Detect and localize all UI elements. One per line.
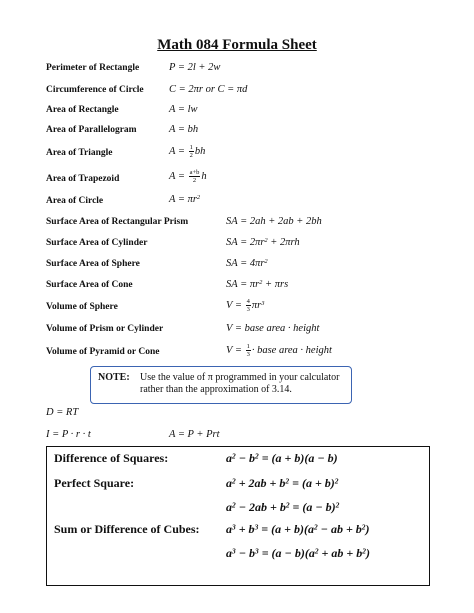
perfect-square-label: Perfect Square: xyxy=(54,476,135,490)
formula-label: Area of Trapezoid xyxy=(46,174,120,184)
formula-perimeter: P = 2l + 2w xyxy=(169,62,221,73)
formula-sa-sphere: SA = $4\pi r^2$ xyxy=(226,258,268,269)
formula-distance: D = RT xyxy=(46,407,79,418)
formula-label: Surface Area of Sphere xyxy=(46,259,140,269)
formula-label: Area of Circle xyxy=(46,196,104,206)
formula-area-parallelogram: A = bh xyxy=(169,124,199,135)
formula-label: Area of Triangle xyxy=(46,148,113,158)
formula-amount: A = P + Prt xyxy=(169,429,220,440)
sum-of-cubes-formula: $a^3 + b^3 = (a + b)(a^2$ − ab + $b^2$) xyxy=(226,522,370,536)
note-text: Use the value of π programmed in your calculator rather than the approximation of 3.14. xyxy=(140,372,340,395)
formula-sa-cylinder: SA = $2\pi r^2 + 2\pi rh$ xyxy=(226,237,300,248)
formula-circumference: C = 2πr or C = πd xyxy=(169,84,248,95)
formula-volume-pyramid: V = $\frac{1}{3}$ · base area · height xyxy=(226,343,332,358)
perfect-square-minus-formula: $a^2 - 2ab + b^2 = (a - b)^2$ xyxy=(226,500,340,514)
perfect-square-plus-formula: $a^2 + 2ab + b^2 = (a + b)^2$ xyxy=(226,476,339,490)
formula-label: Surface Area of Cone xyxy=(46,280,133,290)
formula-area-rectangle: A = lw xyxy=(169,104,198,115)
formula-label: Circumference of Circle xyxy=(46,85,144,95)
formula-sa-cone: SA = $\pi r^2 + \pi rs$ xyxy=(226,279,289,290)
difference-of-squares-label: Difference of Squares: xyxy=(54,451,169,465)
formula-label: Volume of Prism or Cylinder xyxy=(46,324,164,334)
formula-volume-sphere: V = $\frac{4}{3}$ $\pi r^3$ xyxy=(226,298,265,313)
formula-area-trapezoid: A = $\frac{a+b}{2}$ h xyxy=(169,169,207,184)
formula-sa-prism: SA = 2ah + 2ab + 2bh xyxy=(226,216,322,227)
formula-volume-prism: V = base area · height xyxy=(226,323,320,334)
note-label: NOTE: xyxy=(98,372,130,383)
formula-label: Volume of Pyramid or Cone xyxy=(46,347,160,357)
difference-of-squares-formula: $a^2 - b^2 = (a + b)(a - b)$ xyxy=(226,451,338,465)
difference-of-cubes-formula: $a^3 - b^3 = (a - b)(a^2$ + ab + $b^2$) xyxy=(226,546,370,560)
formula-area-circle: $A = \pi r^2$ xyxy=(169,194,201,205)
formula-label: Area of Parallelogram xyxy=(46,125,137,135)
formula-label: Volume of Sphere xyxy=(46,302,118,312)
page-title: Math 084 Formula Sheet xyxy=(157,37,317,53)
formula-label: Area of Rectangle xyxy=(46,105,119,115)
formula-area-triangle: A = $\frac{1}{2}$ bh xyxy=(169,144,206,159)
formula-label: Surface Area of Cylinder xyxy=(46,238,148,248)
formula-simple-interest: I = P · r · t xyxy=(46,429,91,440)
cubes-label: Sum or Difference of Cubes: xyxy=(54,522,200,536)
formula-label: Surface Area of Rectangular Prism xyxy=(46,217,189,227)
formula-label: Perimeter of Rectangle xyxy=(46,63,140,73)
identities-box xyxy=(46,446,430,586)
